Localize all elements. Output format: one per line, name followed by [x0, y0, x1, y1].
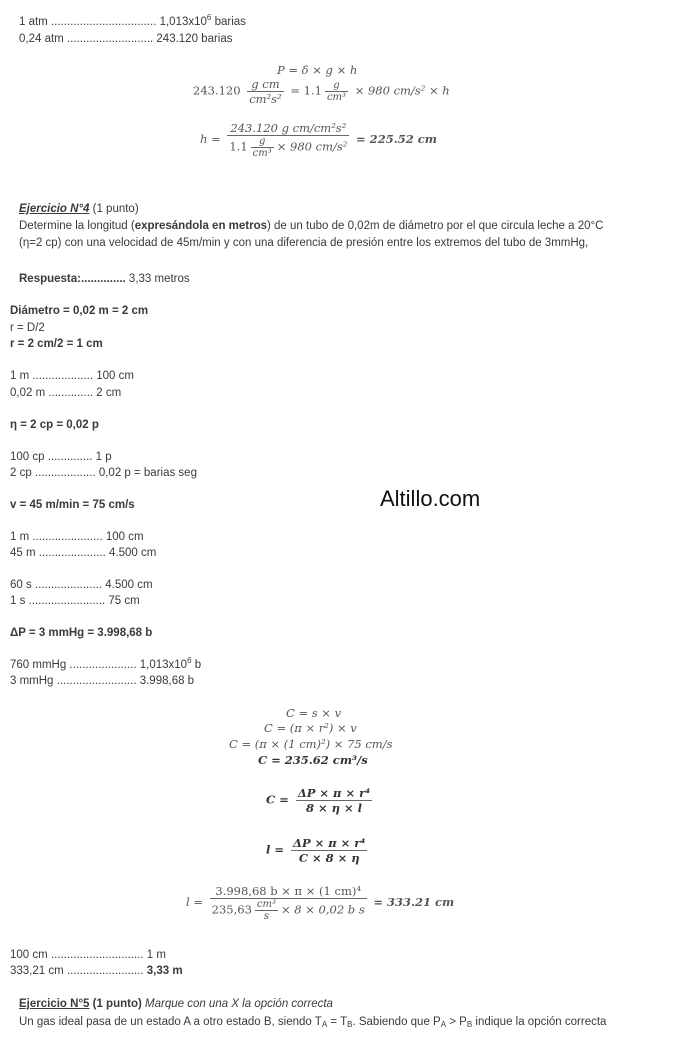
step-velocity-conv-1: 1 m ...................... 100 cm [10, 531, 144, 543]
step-mmhg-conv-2: 3 mmHg ......................... 3.998,68 b [10, 675, 195, 687]
exercise-4-answer: Respuesta:.............. 3,33 metros [19, 273, 190, 285]
step-poise-conv-1: 100 cp .............. 1 p [10, 451, 112, 463]
exercise-4-heading: Ejercicio N°4 (1 punto) [19, 203, 139, 215]
step-diameter: Diámetro = 0,02 m = 2 cm [10, 305, 149, 317]
step-radius-def: r = D/2 [10, 322, 45, 334]
step-mmhg-conv-1: 760 mmHg ..................... $1,013x10^6$ b [10, 656, 202, 671]
equation-flow-3: C = (π × (1 cm)²) × 75 cm/s [229, 737, 393, 751]
step-poise-conv-2: 2 cp ................... 0,02 p = barias seg [10, 467, 197, 479]
final-conv-1: 100 cm ............................. 1 m [10, 949, 166, 961]
equation-height: h = 243.120 g cm/cm²s² 1.1 $\frac{g}{\text{cm³}}$ × 980 cm/s² = 225.52 cm [200, 121, 437, 159]
equation-flow-1: C = s × v [286, 706, 342, 720]
equation-length: l = $\frac{\text{ΔP × π × r⁴}}{C \times 8 \times \eta}$ [266, 836, 366, 865]
step-viscosity: η = 2 cp = 0,02 p [10, 419, 99, 431]
step-time-conv-2: 1 s ........................ 75 cm [10, 595, 140, 607]
equation-length-values: l = 3.998,68 b × π × (1 cm)⁴ 235,63 $\frac{\text{cm³}}{s}$ × 8 × 0,02 b s = 333.21 cm [186, 884, 455, 922]
step-velocity: v = 45 m/min = 75 cm/s [10, 499, 135, 511]
step-pressure-diff: ΔP = 3 mmHg = 3.998,68 b [10, 627, 153, 639]
step-velocity-conv-2: 45 m ..................... 4.500 cm [10, 547, 157, 559]
exercise-5-text: Un gas ideal pasa de un estado A a otro estado B, siendo $T_A = T_B$. Sabiendo que $P_A > P_B$ indique la opción correcta [19, 1016, 607, 1029]
equation-pressure-values: 243.120 $\frac{\text{g cm}}{\text{cm²s²}}$ = 1.1 $\frac{g}{\text{cm³}}$ × 980 cm/s² × h [193, 77, 450, 106]
step-meter-conv-1: 1 m ................... 100 cm [10, 370, 134, 382]
exercise-4-text-line-1: Determine la longitud (expresándola en metros) de un tubo de 0,02m de diámetro por el que circula leche a 20°C [19, 220, 604, 232]
final-conv-2: 333,21 cm ........................ 3,33 m [10, 965, 183, 977]
exercise-5-heading: Ejercicio N°5 (1 punto) Marque con una X la opción correcta [19, 998, 333, 1010]
equation-flow-2: C = (π × r²) × v [264, 721, 357, 735]
step-time-conv-1: 60 s ..................... 4.500 cm [10, 579, 153, 591]
equation-poiseuille: C = $\frac{\text{ΔP × π × r⁴}}{8 \times \eta \times l}$ [266, 786, 371, 815]
step-meter-conv-2: 0,02 m .............. 2 cm [10, 387, 122, 399]
intro-line-1: 1 atm ................................. $1,013x10^6$ barias [19, 13, 246, 28]
equation-pressure: P = δ × g × h [277, 63, 358, 77]
equation-flow-result: C = 235.62 cm³/s [258, 753, 368, 767]
exercise-4-text-line-2: (η=2 cp) con una velocidad de 45m/min y con una diferencia de presión entre los extremos del tubo de 3mmHg, [19, 237, 589, 249]
step-radius-value: r = 2 cm/2 = 1 cm [10, 338, 103, 350]
intro-line-2: 0,24 atm ........................... 243.120 barias [19, 33, 233, 45]
watermark: Altillo.com [380, 486, 481, 511]
